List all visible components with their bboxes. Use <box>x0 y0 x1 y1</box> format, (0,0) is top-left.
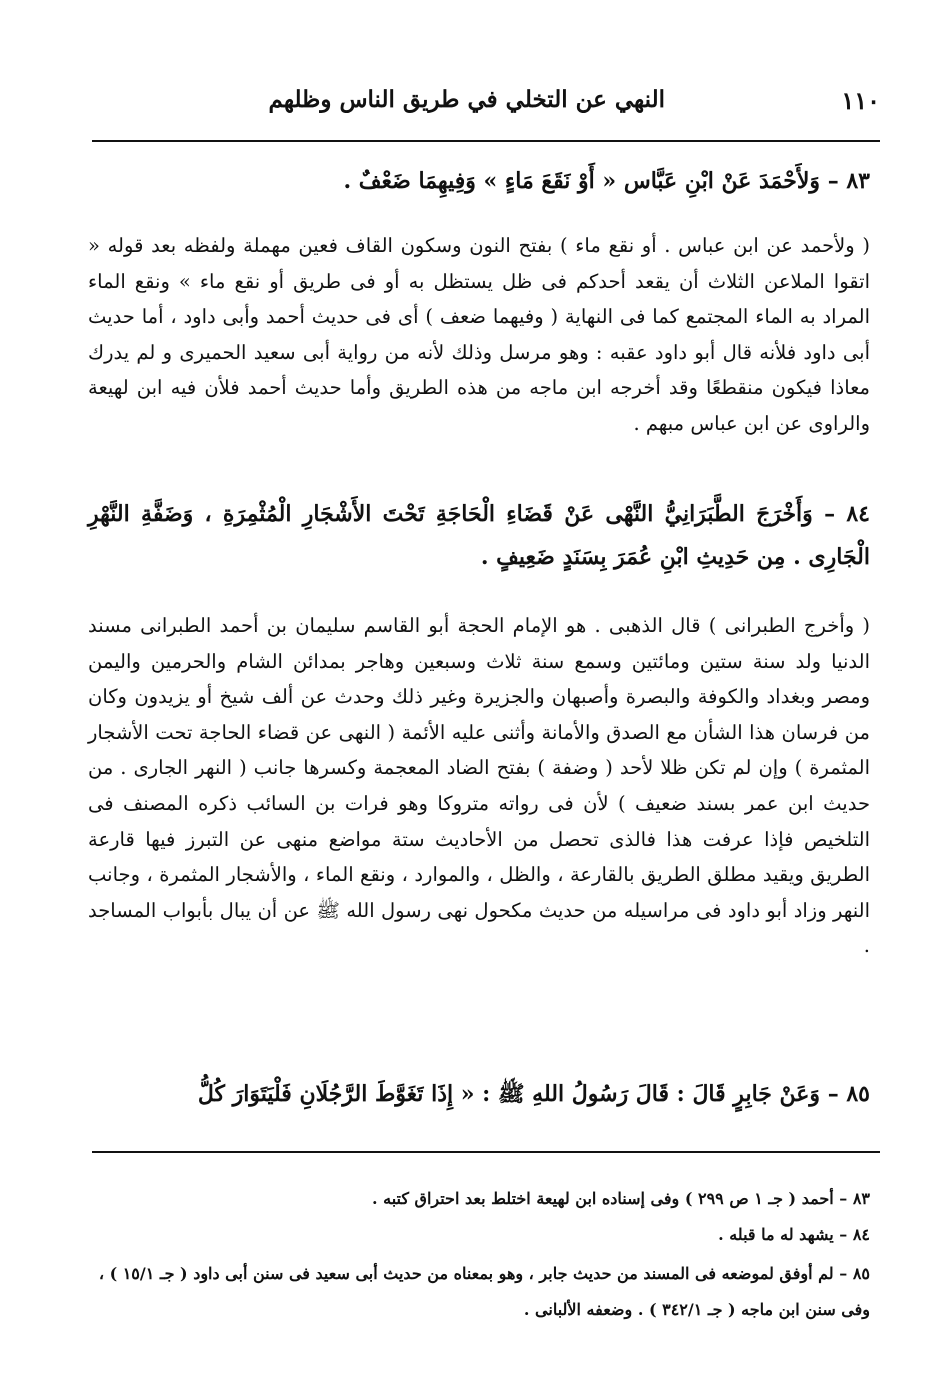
footnote-85: ٨٥ – لم أوفق لموضعه فى المسند من حديث جابر ، وهو بمعناه من حديث أبى سعيد فى سنن أبى داود ( جـ ١٥/١ ) ، وفى سنن ابن ماجه ( جـ ٣٤٢/١ ) . وضعفه الألبانى . <box>98 1264 870 1319</box>
footnote-83: ٨٣ – أحمد ( جـ ١ ص ٢٩٩ ) وفى إسناده ابن لهيعة اختلط بعد احتراق كتبه . <box>371 1189 870 1208</box>
footnote-84: ٨٤ – يشهد له ما قبله . <box>718 1225 870 1244</box>
running-header <box>92 86 880 126</box>
hadith-85: ٨٥ – وَعَنْ جَابِرٍ قَالَ : قَالَ رَسُولُ اللهِ ﷺ : « إِذَا تَغَوَّطَ الرَّجُلَانِ فَلْيَتَوَارَ كُلُّ <box>197 1081 870 1107</box>
commentary-83: ( ولأحمد عن ابن عباس . أو نقع ماء ) بفتح النون وسكون القاف فعين مهملة ولفظه بعد قوله « اتقوا الملاعن الثلاث أن يقعد أحدكم فى ظل يستظل به أو فى طريق أو نقع ماء » ونقع الماء المراد به الماء المجتمع كما فى النهاية ( وفيهما ضعف ) أى فى حديث أحمد وأبى داود ، أما حديث أبى داود فلأنه قال أبو داود عقبه : وهو مرسل وذلك لأنه من رواية أبى سعيد الحميرى و لم يدرك معاذا فيكون منقطعًا وقد أخرجه ابن ماجه من هذه الطريق وأما حديث أحمد فلأن فيه ابن لهيعة والراوى عن ابن عباس مبهم . <box>88 234 870 435</box>
hadith-84: ٨٤ – وَأَخْرَجَ الطَّبَرَانِيُّ النَّهْى عَنْ قَضَاءِ الْحَاجَةِ تَحْتَ الأَشْجَارِ الْمُثْمِرَةِ ، وَضَفَّةِ النَّهْرِ الْجَارِى . مِن حَدِيثِ ابْنِ عُمَرَ بِسَنَدٍ ضَعِيفٍ . <box>88 501 870 570</box>
header-rule <box>92 140 880 142</box>
footnote-rule <box>92 1151 880 1153</box>
page-number: ١١٠ <box>841 86 880 115</box>
commentary-84: ( وأخرج الطبرانى ) قال الذهبى . هو الإمام الحجة أبو القاسم سليمان بن أحمد الطبرانى مسند الدنيا ولد سنة ستين ومائتين وسمع سنة ثلاث وسبعين وهاجر بمدائن الشام والحرمين واليمن ومصر وبغداد والكوفة والبصرة وأصبهان والجزيرة وغير ذلك وحدث عن ألف شيخ أو يزيدون وكان من فرسان هذا الشأن مع الصدق والأمانة وأثنى عليه الأئمة ( النهى عن قضاء الحاجة تحت الأشجار المثمرة ) وإن لم تكن ظلا لأحد ( وضفة ) بفتح الضاد المعجمة وكسرها جانب ( النهر الجارى . من حديث ابن عمر بسند ضعيف ) لأن فى رواته متروكا وهو فرات بن السائب ذكره المصنف فى التلخيص فإذا عرفت هذا فالذى تحصل من الأحاديث ستة مواضع منهى عن التبرز فيها قارعة الطريق ويقيد مطلق الطريق بالقارعة ، والظل ، والموارد ، ونقع الماء ، والأشجار المثمرة ، وجانب النهر وزاد أبو داود فى مراسيله من حديث مكحول نهى رسول الله ﷺ عن أن يبال بأبواب المساجد . <box>88 614 870 958</box>
hadith-83: ٨٣ – وَلأَحْمَدَ عَنْ ابْنِ عَبَّاس « أَوْ نَقَعَ مَاءٍ » وَفِيهِمَا ضَعْفٌ . <box>343 168 870 194</box>
chapter-title: النهي عن التخلي في طريق الناس وظلهم <box>268 86 665 113</box>
